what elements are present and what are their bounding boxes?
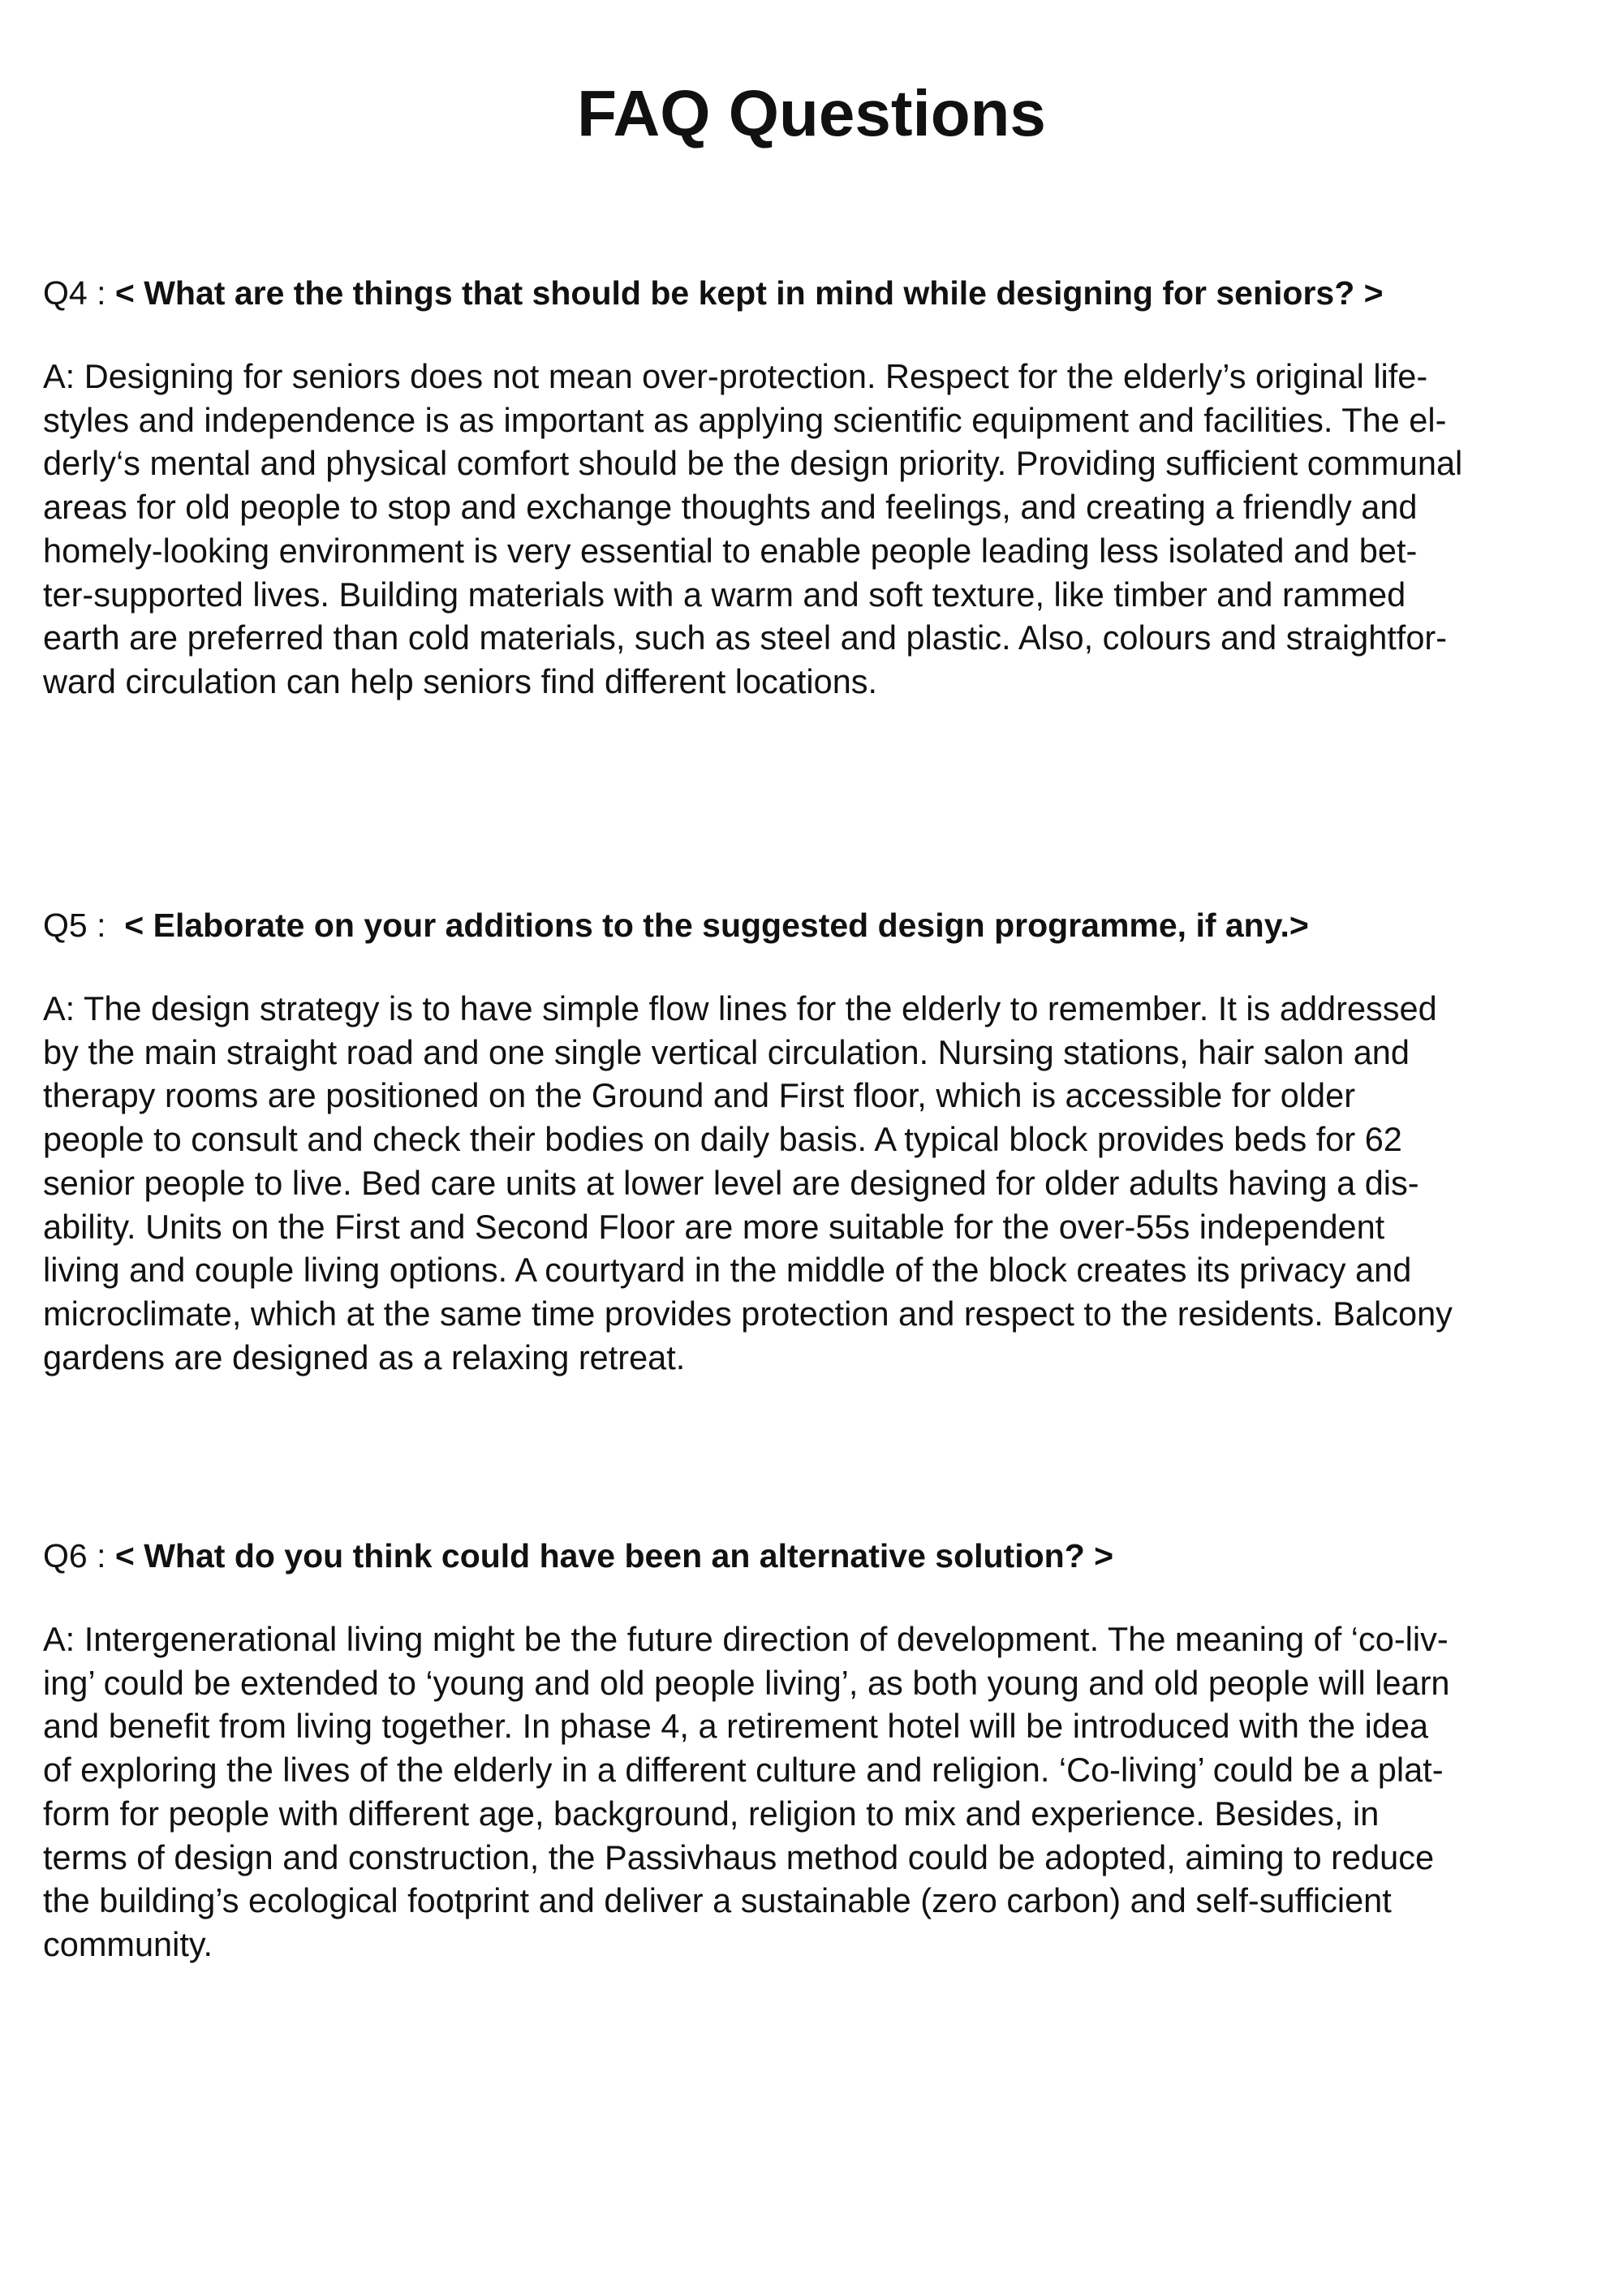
faq-question <box>43 903 1589 947</box>
question-text: < Elaborate on your additions to the suggested design programme, if any.> <box>124 907 1309 944</box>
faq-answer: A: Intergenerational living might be the future direction of development. The meaning of ‘co-liv- ing’ could be extended to ‘young and old people living’, as both young and old people will learn and benefit from living together. In phase 4, a retirement hotel will be introduced with the idea of exploring the lives of the elderly in a different culture and religion. ‘Co-living’ could be a plat- form for people with different age, background, religion to mix and experience. Besides, in terms of design and construction, the Passivhaus method could be adopted, aiming to reduce the building’s ecological footprint and deliver a sustainable (zero carbon) and self-sufficient community. <box>43 1620 1450 1963</box>
question-text: < What are the things that should be kept in mind while designing for seniors? > <box>114 274 1384 312</box>
question-number: Q4 : <box>43 274 106 312</box>
faq-item-q6 <box>43 1534 1589 1966</box>
faq-item-q4 <box>43 271 1589 704</box>
faq-question <box>43 271 1589 315</box>
question-number: Q5 : <box>43 907 106 944</box>
faq-answer: A: The design strategy is to have simple flow lines for the elderly to remember. It is addressed by the main straight road and one single vertical circulation. Nursing stations, hair salon and therapy rooms are positioned on the Ground and First floor, which is accessible for older people to consult and check their bodies on daily basis. A typical block provides beds for 62 senior people to live. Bed care units at lower level are designed for older adults having a dis- ability. Units on the First and Second Floor are more suitable for the over-55s independent living and couple living options. A courtyard in the middle of the block creates its privacy and microclimate, which at the same time provides protection and respect to the residents. Balcony gardens are designed as a relaxing retreat. <box>43 989 1453 1376</box>
faq-question <box>43 1534 1589 1578</box>
question-text: < What do you think could have been an alternative solution? > <box>114 1537 1114 1574</box>
faq-item-q5 <box>43 903 1589 1379</box>
faq-answer: A: Designing for seniors does not mean over-protection. Respect for the elderly’s original life- styles and independence is as important as applying scientific equipment and facilities. The el- derly‘s mental and physical comfort should be the design priority. Providing sufficient communal areas for old people to stop and exchange thoughts and feelings, and creating a friendly and homely-looking environment is very essential to enable people leading less isolated and bet- ter-supported lives. Building materials with a warm and soft texture, like timber and rammed earth are preferred than cold materials, such as steel and plastic. Also, colours and straightfor- ward circulation can help seniors find different locations. <box>43 357 1463 700</box>
question-number: Q6 : <box>43 1537 106 1574</box>
page-title: FAQ Questions <box>577 77 1046 149</box>
